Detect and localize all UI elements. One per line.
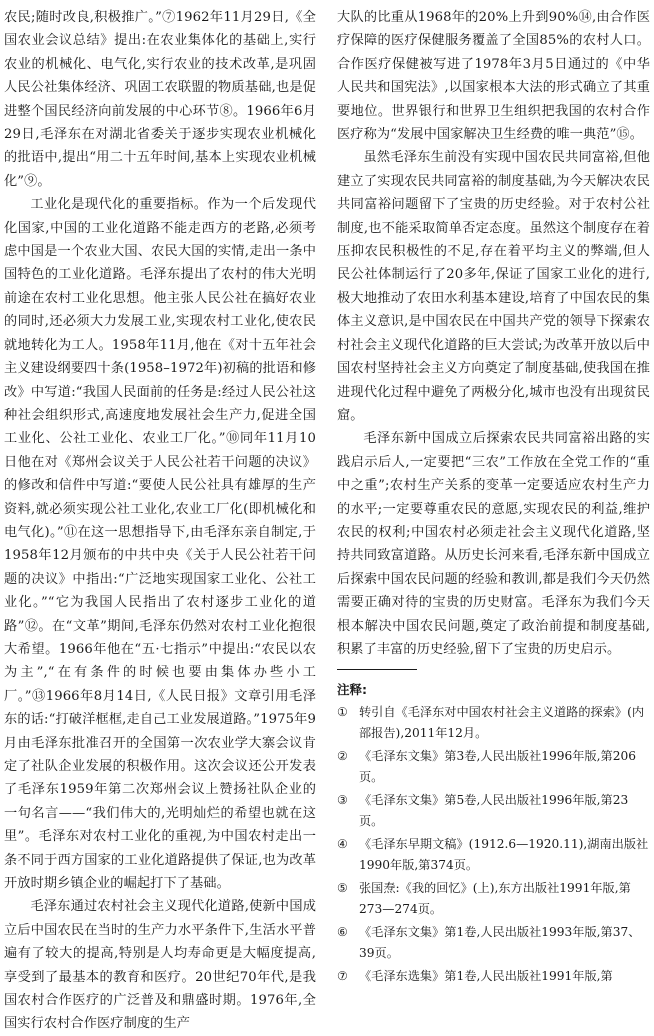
notes-title: 注释: <box>337 682 367 698</box>
footnote-mark: ⑤ <box>337 881 348 896</box>
body-paragraph: 虽然毛泽东生前没有实现中国农民共同富裕,但他建立了实现农民共同富裕的制度基础,为今天解决农民共同富裕问题留下了宝贵的历史经验。对于农村公社制度,也不能采取简单否定态度。虽然这个制度存在着压抑农民积极性的不足,存在着平均主义的弊端,但人民公社体制运行了20多年,保证了国家工业化的进行,极大地推动了农田水利基本建设,培育了中国农民的集体主义意识,是中国农民在中国共产党的领导下探索农村社会主义现代化道路的巨大尝试;为改革开放以后中国农村坚持社会主义方向奠定了制度基础,使我国在推进现代化过程中避免了两极分化,城市也没有出现贫民窟。 <box>337 150 650 423</box>
notes-divider <box>337 669 417 670</box>
body-paragraph: 毛泽东通过农村社会主义现代化道路,使新中国成立后中国农民在当时的生产力水平条件下,生活水平普遍有了较大的提高,特别是人均寿命更是大幅度提高,享受到了最基本的教育和医疗。20世纪70年代,是我国农村合作医疗的广泛普及和鼎盛时期。1976年,全国实行农村合作医疗制度的生产 <box>4 899 316 1032</box>
footnote-text: 《毛泽东文集》第1卷,人民出版社1993年版,第37、39页。 <box>359 925 641 961</box>
footnote-mark: ④ <box>337 837 348 852</box>
body-paragraph: 农民;随时改良,积极推广。”⑦1962年11月29日,《全国农业会议总结》提出:在农业集体化的基础上,实行农业的机械化、电气化,实行农业的技术改革,是巩固人民公社集体经济、巩固工农联盟的物质基础,也是促进整个国民经济向前发展的中心环节⑧。1966年6月29日,毛泽东在对湖北省委关于逐步实现农业机械化的批语中,提出“用二十五年时间,基本上实现农业机械化”⑨。 <box>4 10 316 189</box>
footnote-mark: ⑦ <box>337 969 348 984</box>
body-paragraph: 毛泽东新中国成立后探索农民共同富裕出路的实践启示后人,一定要把“三农”工作放在全党工作的“重中之重”;农村生产关系的变革一定要适应农村生产力的水平;一定要尊重农民的意愿,实现农民的利益,维护农民的权利;中国农村必须走社会主义现代化道路,坚持共同致富道路。从历史长河来看,毛泽东新中国成立后探索中国农民问题的经验和教训,都是我们今天仍然需要正确对待的宝贵的历史财富。毛泽东为我们今天根本解决中国农民问题,奠定了政治前提和制度基础,积累了丰富的历史经验,留下了宝贵的历史启示。 <box>337 431 650 657</box>
footnote <box>337 922 650 964</box>
footnote-text: 《毛泽东早期文稿》(1912.6—1920.11),湖南出版社1990年版,第374页。 <box>359 837 649 873</box>
footnote-text: 张国焘:《我的回忆》(上),东方出版社1991年版,第273—274页。 <box>359 881 631 917</box>
footnote <box>337 702 650 744</box>
left-column <box>4 6 316 1032</box>
footnote <box>337 878 650 920</box>
footnote-mark: ③ <box>337 793 348 808</box>
footnote <box>337 746 650 788</box>
footnote-text: 《毛泽东文集》第5卷,人民出版社1996年版,第23页。 <box>359 793 629 829</box>
footnote-text: 《毛泽东选集》第1卷,人民出版社1991年版,第 <box>359 969 613 984</box>
footnote-mark: ⑥ <box>337 925 348 940</box>
right-column <box>337 6 650 984</box>
body-paragraph: 大队的比重从1968年的20%上升到90%⑭,由合作医疗保障的医疗保健服务覆盖了全国85%的农村人口。合作医疗保健被写进了1978年3月5日通过的《中华人民共和国宪法》,以国家根本大法的形式确立了其重要地位。世界银行和世界卫生组织把我国的农村合作医疗称为“发展中国家解决卫生经费的唯一典范”⑮。 <box>337 10 650 143</box>
body-paragraph: 工业化是现代化的重要指标。作为一个后发现代化国家,中国的工业化道路不能走西方的老路,必须考虑中国是一个农业大国、农民大国的实情,走出一条中国特色的工业化道路。毛泽东提出了农村的伟大光明前途在农村工业化思想。他主张人民公社在搞好农业的同时,还必须大力发展工业,实现农村工业化,使农民就地转化为工人。1958年11月,他在《对十五年社会主义建设纲要四十条(1958–1972年)初稿的批语和修改》中写道:“我国人民面前的任务是:经过人民公社这种社会组织形式,高速度地发展社会生产力,促进全国工业化、公社工业化、农业工厂化。”⑩同年11月10日他在对《郑州会议关于人民公社若干问题的决议》的修改和信件中写道:“要使人民公社具有雄厚的生产资料,就必须实现公社工业化,农业工厂化(即机械化和电气化)。”⑪在这一思想指导下,由毛泽东亲自制定,于1958年12月颁布的中共中央《关于人民公社若干问题的决议》中指出:“广泛地实现国家工业化、公社工业化。”“它为我国人民指出了农村逐步工业化的道路”⑫。在“文革”期间,毛泽东仍然对农村工业化抱很大希望。1966年他在“五·七指示”中提出:“农民以农为主”,“在有条件的时候也要由集体办些小工厂。”⑬1966年8月14日,《人民日报》文章引用毛泽东的话:“打破洋框框,走自己工业发展道路。”1975年9月由毛泽东批准召开的全国第一次农业学大寨会议肯定了社队企业发展的积极作用。这次会议还公开发表了毛泽东1959年第二次郑州会议上赞扬社队企业的一句名言——“我们伟大的,光明灿烂的希望也就在这里”。毛泽东对农村工业化的重视,为中国农村走出一条不同于西方国家的工业化道路提供了保证,也为改革开放时期乡镇企业的崛起打下了基础。 <box>4 197 316 892</box>
footnote <box>337 834 650 876</box>
footnote-mark: ② <box>337 749 348 764</box>
footnote <box>337 790 650 832</box>
footnote-text: 《毛泽东文集》第3卷,人民出版社1996年版,第206页。 <box>359 749 636 785</box>
footnote-text: 转引自《毛泽东对中国农村社会主义道路的探索》(内部报告),2011年12月。 <box>359 705 645 741</box>
footnote <box>337 966 650 987</box>
footnote-mark: ① <box>337 705 348 720</box>
